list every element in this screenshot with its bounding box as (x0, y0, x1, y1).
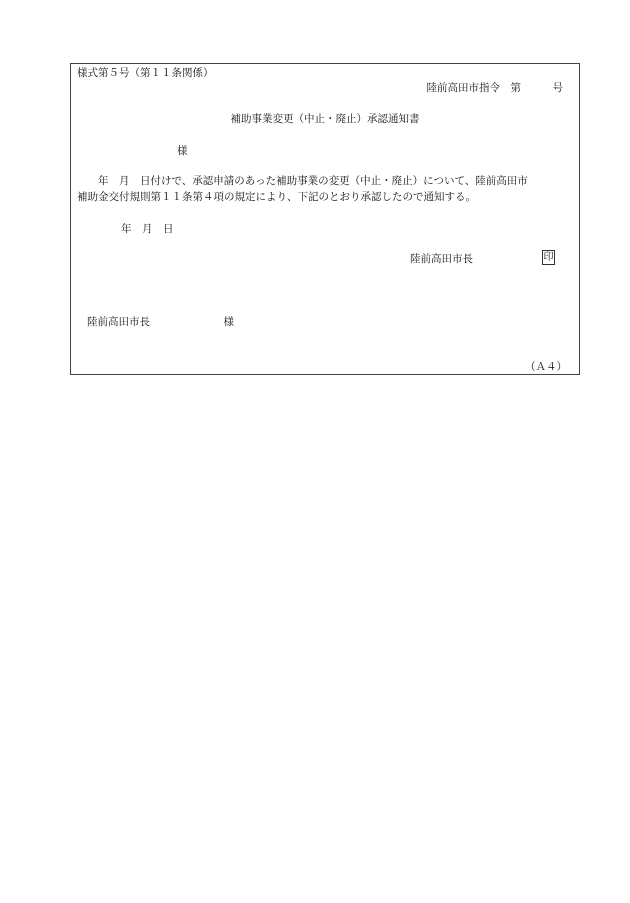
seal-mark: 印 (543, 252, 554, 263)
form-frame (70, 63, 580, 375)
signer-title: 陸前高田市長 (410, 253, 473, 265)
body-line-2: 補助金交付規則第１１条第４項の規定により、下記のとおり承認したので通知する。 (77, 191, 476, 203)
issue-date: 年 月 日 (121, 223, 174, 235)
directive-number: 陸前高田市指令 第 号 (426, 82, 563, 94)
addressee-honorific: 様 (177, 145, 188, 157)
document-title: 補助事業変更（中止・廃止）承認通知書 (230, 113, 420, 125)
paper-size-label: （Ａ４） (525, 361, 567, 373)
form-number-label: 様式第５号（第１１条関係） (77, 67, 214, 79)
body-paragraph (77, 173, 575, 205)
body-line-1: 年 月 日付けで、承認申請のあった補助事業の変更（中止・廃止）について、陸前高田市 (98, 175, 528, 187)
recipient-line: 陸前高田市長 様 (87, 316, 234, 328)
